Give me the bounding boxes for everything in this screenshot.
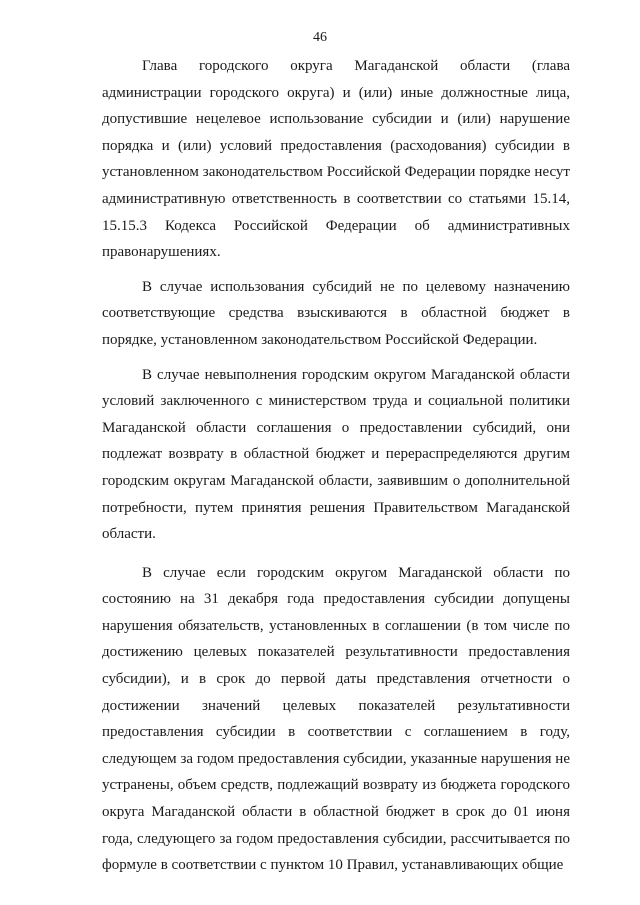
document-body <box>102 53 570 879</box>
paragraph-non-fulfillment: В случае невыполнения городским округом Магаданской области условий заключенного с министерством труда и социальной политики Магаданской области соглашения о предоставлении субсидий, они подлежат возврату в областной бюджет и перераспределяются другим городским округам Магаданской области, заявившим о дополнительной потребности, путем принятия решения Правительством Магаданской области. <box>102 366 570 543</box>
page-number: 46 <box>313 30 327 45</box>
paragraph-violation-return: В случае если городским округом Магаданской области по состоянию на 31 декабря года предоставления субсидии допущены нарушения обязательств, установленных в соглашении (в том числе по достижению целевых показателей результативности предоставления субсидии), и в срок до первой даты представления отчетности о достижении значений целевых показателей результативности предоставления субсидии в соответствии с соглашением в году, следующем за годом предоставления субсидии, указанные нарушения не устранены, объем средств, подлежащий возврату из бюджета городского округа Магаданской области в областной бюджет в срок до 01 июня года, следующего за годом предоставления субсидии, рассчитывается по формуле в соответствии с пунктом 10 Правил, устанавливающих общие <box>102 564 570 874</box>
paragraph-misuse-recovery: В случае использования субсидий не по целевому назначению соответствующие средства взыскиваются в областной бюджет в порядке, установленном законодательством Российской Федерации. <box>102 278 570 348</box>
paragraph-responsibility: Глава городского округа Магаданской области (глава администрации городского округа) и (или) иные должностные лица, допустившие нецелевое использование субсидии и (или) нарушение порядка и (или) условий предоставления (расходования) субсидии в установленном законодательством Российской Федерации порядке несут административную ответственность в соответствии со статьями 15.14, 15.15.3 Кодекса Российской Федерации об административных правонарушениях. <box>102 58 570 261</box>
